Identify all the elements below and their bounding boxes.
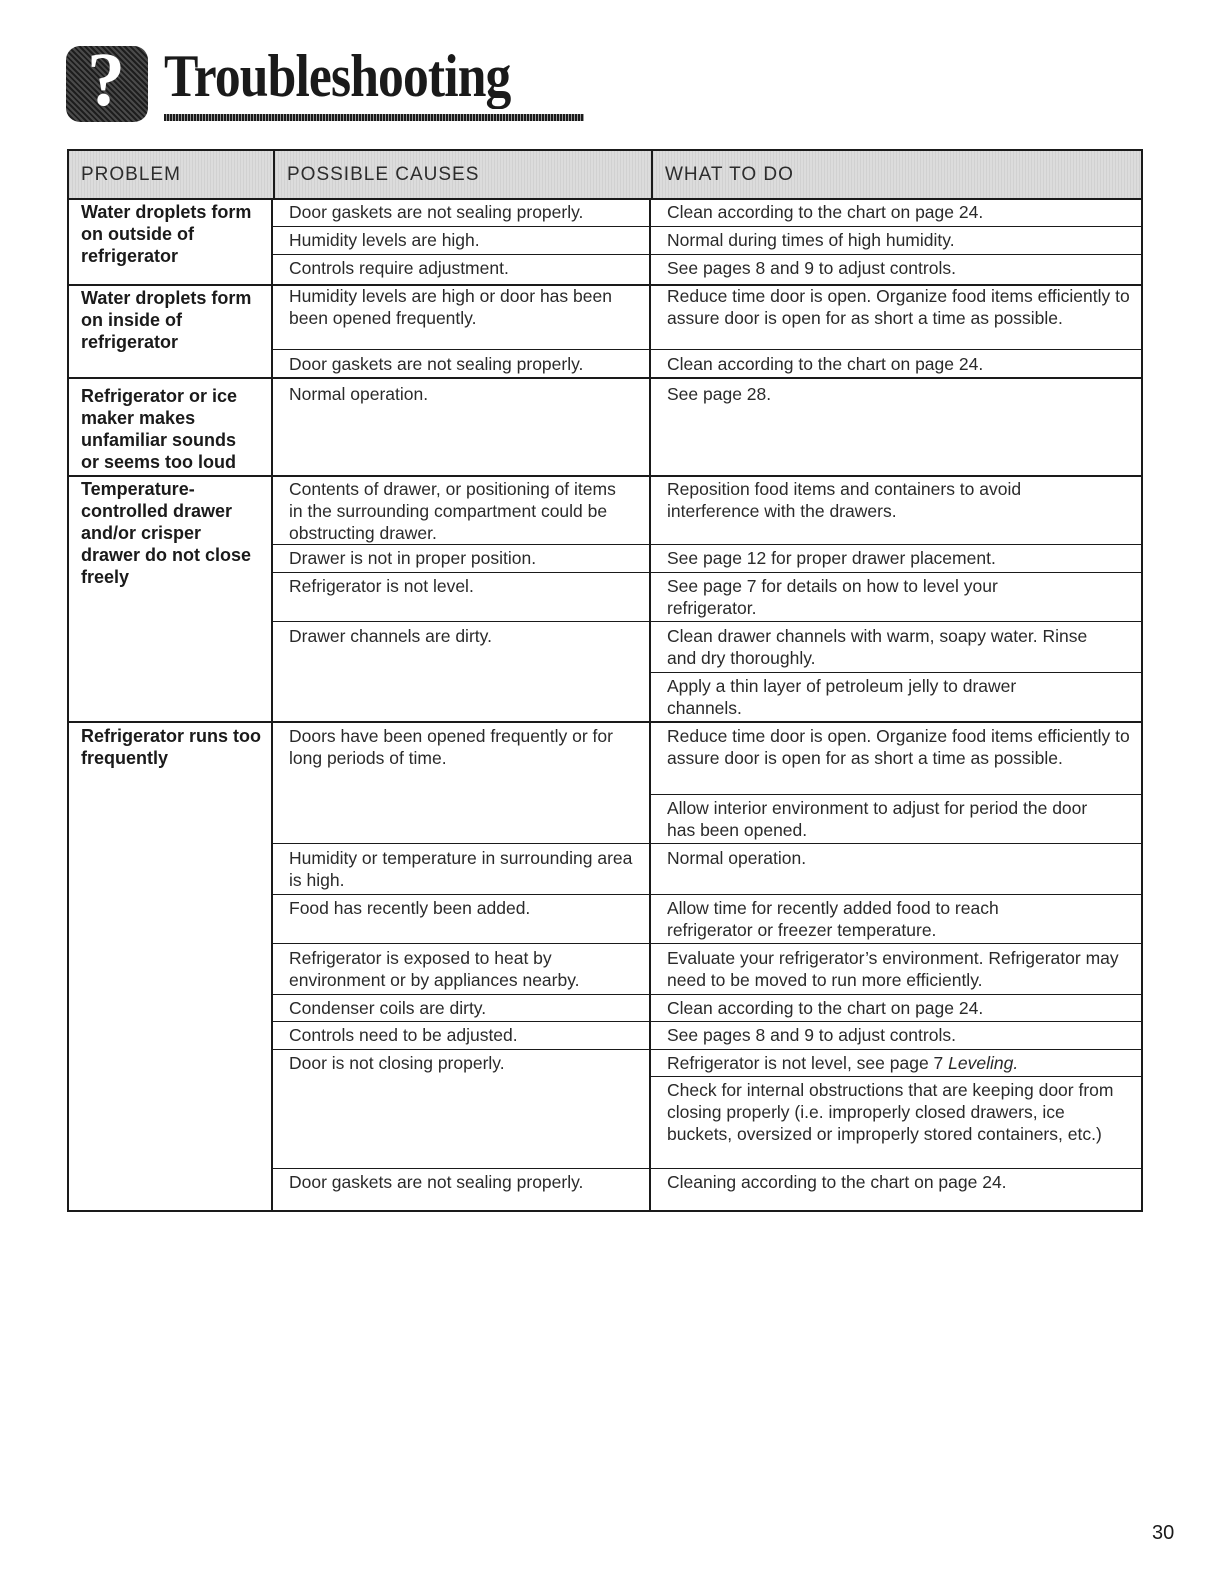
- cause-cell: Drawer channels are dirty.: [289, 626, 492, 646]
- action-cell: See pages 8 and 9 to adjust controls.: [667, 1025, 956, 1045]
- row-divider: [273, 544, 1141, 545]
- row-divider: [651, 794, 1141, 795]
- column-header-what-to-do: WHAT TO DO: [651, 151, 1141, 198]
- action-cell: Cleaning according to the chart on page 24.: [667, 1172, 1007, 1192]
- problem-cell: Refrigerator runs too frequently: [81, 726, 262, 768]
- action-cell: [667, 1052, 1133, 1074]
- row-divider: [69, 475, 1141, 477]
- cause-cell: Normal operation.: [289, 384, 429, 404]
- problem-cell: Refrigerator or ice maker makes unfamiliar sounds or seems too loud: [81, 386, 238, 472]
- action-cell: Normal during times of high humidity.: [667, 230, 955, 250]
- column-header-possible-causes: POSSIBLE CAUSES: [273, 151, 651, 198]
- column-header-problem: PROBLEM: [69, 151, 271, 198]
- action-cell: Allow interior environment to adjust for period the door has been opened.: [667, 798, 1088, 840]
- column-divider: [649, 198, 651, 1212]
- cause-cell: Food has recently been added.: [289, 898, 531, 918]
- cause-cell: Humidity levels are high or door has been been opened frequently.: [289, 286, 612, 328]
- cause-cell: Contents of drawer, or positioning of items in the surrounding compartment could be obstructing drawer.: [289, 479, 616, 543]
- cause-cell: Door is not closing properly.: [289, 1053, 505, 1073]
- row-divider: [273, 621, 1141, 622]
- page-number: 30: [1152, 1522, 1175, 1544]
- row-divider: [273, 943, 1141, 944]
- cause-cell: Doors have been opened frequently or for long periods of time.: [289, 726, 613, 768]
- action-cell: Clean according to the chart on page 24.: [667, 354, 984, 374]
- row-divider: [651, 672, 1141, 673]
- row-divider: [69, 721, 1141, 723]
- row-divider: [273, 894, 1141, 895]
- cause-cell: Refrigerator is exposed to heat by environment or by appliances nearby.: [289, 948, 580, 990]
- cause-cell: Door gaskets are not sealing properly.: [289, 354, 584, 374]
- page-header: [66, 38, 536, 128]
- action-cell: Apply a thin layer of petroleum jelly to drawer channels.: [667, 676, 1017, 718]
- action-cell: Normal operation.: [667, 848, 807, 868]
- question-mark-glyph: ?: [87, 38, 125, 122]
- column-divider: [271, 198, 273, 1212]
- action-cell: See page 28.: [667, 384, 772, 404]
- title-underline: [164, 114, 584, 121]
- problem-cell: Water droplets form on inside of refrigerator: [81, 288, 252, 352]
- question-mark-icon: [66, 38, 148, 122]
- row-divider: [273, 1168, 1141, 1169]
- row-divider: [273, 994, 1141, 995]
- action-text: Refrigerator is not level, see page 7: [667, 1053, 949, 1073]
- action-cell: Allow time for recently added food to reach refrigerator or freezer temperature.: [667, 898, 999, 940]
- row-divider: [273, 254, 1141, 255]
- row-divider: [273, 572, 1141, 573]
- cause-cell: Humidity levels are high.: [289, 230, 480, 250]
- problem-cell: Temperature-controlled drawer and/or crisper drawer do not close freely: [81, 479, 252, 587]
- action-cell: See page 7 for details on how to level your refrigerator.: [667, 576, 998, 618]
- leveling-reference: Leveling.: [948, 1053, 1019, 1073]
- row-divider: [69, 377, 1141, 379]
- row-divider: [651, 1076, 1141, 1077]
- row-divider: [273, 349, 1141, 350]
- cause-cell: Door gaskets are not sealing properly.: [289, 1172, 584, 1192]
- action-cell: Reposition food items and containers to avoid interference with the drawers.: [667, 479, 1022, 521]
- action-cell: Reduce time door is open. Organize food items efficiently to assure door is open for as short a time as possible.: [667, 726, 1130, 768]
- row-divider: [273, 1021, 1141, 1022]
- row-divider: [273, 226, 1141, 227]
- action-cell: Reduce time door is open. Organize food items efficiently to assure door is open for as short a time as possible.: [667, 286, 1130, 328]
- action-cell: Clean drawer channels with warm, soapy water. Rinse and dry thoroughly.: [667, 626, 1088, 668]
- action-cell: Check for internal obstructions that are keeping door from closing properly (i.e. improperly closed drawers, ice buckets, oversized or improperly stored containers, etc.): [667, 1080, 1114, 1144]
- page-title: Troubleshooting: [164, 43, 511, 109]
- row-divider: [273, 843, 1141, 844]
- action-cell: See page 12 for proper drawer placement.: [667, 548, 996, 568]
- cause-cell: Drawer is not in proper position.: [289, 548, 537, 568]
- problem-cell: Water droplets form on outside of refrigerator: [81, 202, 252, 266]
- row-divider: [273, 1049, 1141, 1050]
- action-cell: Clean according to the chart on page 24.: [667, 998, 984, 1018]
- action-cell: Evaluate your refrigerator’s environment. Refrigerator may need to be moved to run more efficiently.: [667, 948, 1119, 990]
- cause-cell: Door gaskets are not sealing properly.: [289, 202, 584, 222]
- cause-cell: Controls require adjustment.: [289, 258, 509, 278]
- cause-cell: Condenser coils are dirty.: [289, 998, 487, 1018]
- cause-cell: Humidity or temperature in surrounding area is high.: [289, 848, 633, 890]
- cause-cell: Refrigerator is not level.: [289, 576, 474, 596]
- cause-cell: Controls need to be adjusted.: [289, 1025, 518, 1045]
- action-cell: Clean according to the chart on page 24.: [667, 202, 984, 222]
- table-header: [69, 151, 1141, 200]
- troubleshooting-table: [67, 149, 1143, 1212]
- action-cell: See pages 8 and 9 to adjust controls.: [667, 258, 956, 278]
